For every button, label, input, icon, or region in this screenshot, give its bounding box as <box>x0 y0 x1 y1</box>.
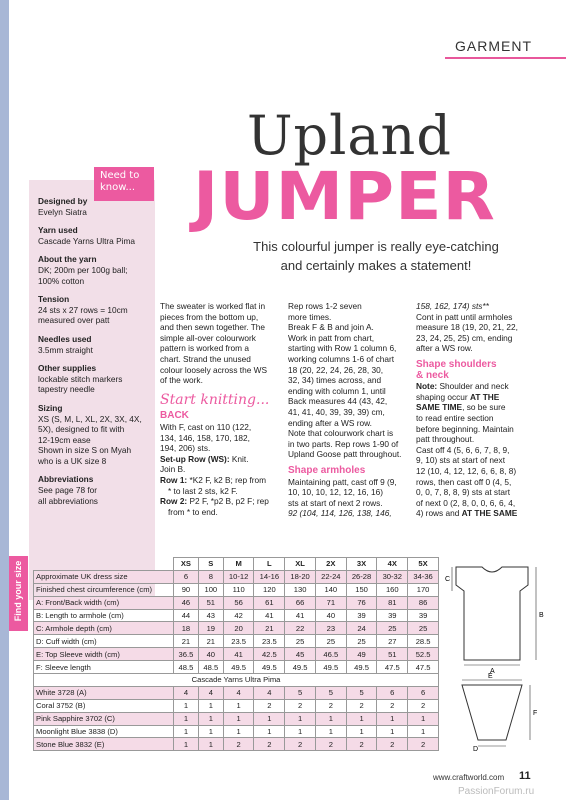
need-to-know-group <box>38 363 145 395</box>
table-row <box>34 699 439 712</box>
title-line2: JUMPER <box>193 158 496 235</box>
table-cell: 6 <box>377 686 408 699</box>
table-row <box>34 622 439 635</box>
text-line: 18 (20, 22, 24, 26, 28, 30, <box>288 364 384 375</box>
column-2-text <box>288 301 408 460</box>
need-to-know-heading: Yarn used <box>38 225 78 236</box>
table-cell: 51 <box>377 648 408 661</box>
table-row <box>34 570 439 583</box>
text-line: 0, 0, 7, 8, 8, 9) sts at start <box>416 487 511 498</box>
table-cell: 2 <box>377 699 408 712</box>
table-cell: 5 <box>346 686 377 699</box>
text-line: 41, 41, 40, 39, 39, 39) cm, <box>288 406 385 417</box>
table-cell: 76 <box>346 596 377 609</box>
row-label: Stone Blue 3832 (E) <box>34 738 174 751</box>
note-text-lines <box>416 413 546 508</box>
text-line: Back measures 44 (43, 42, <box>288 396 388 407</box>
table-row <box>34 686 439 699</box>
table-row <box>34 635 439 648</box>
table-cell: 2 <box>315 699 346 712</box>
table-cell: 21 <box>174 635 199 648</box>
last-line-b: AT THE SAME <box>461 508 518 519</box>
table-row <box>34 609 439 622</box>
table-cell: 61 <box>254 596 285 609</box>
table-cell: 41 <box>285 609 316 622</box>
table-cell: 24 <box>346 622 377 635</box>
table-cell: 25 <box>377 622 408 635</box>
label-d: D <box>473 746 479 753</box>
table-cell: 86 <box>408 596 439 609</box>
column-3-text <box>416 312 546 354</box>
text-line: pieces from the bottom up, <box>160 311 259 322</box>
size-header: S <box>198 558 223 571</box>
text-line: Break F & B and join A. <box>288 322 374 333</box>
text-line: working columns 1-6 of chart <box>288 353 395 364</box>
table-cell: 45 <box>285 648 316 661</box>
table-cell: 4 <box>174 686 199 699</box>
row-1-text: *K2 F, k2 B; rep from <box>187 474 267 485</box>
join-b: Join B. <box>160 464 186 475</box>
garment-schematic <box>444 565 554 755</box>
table-cell: 6 <box>408 686 439 699</box>
text-line: rows, then cast off 0 (4, 5, <box>416 476 512 487</box>
text-line: patt throughout. <box>416 434 475 445</box>
text-line: Rep rows 1-2 seven <box>288 301 362 311</box>
table-cell: 10-12 <box>223 570 254 583</box>
table-cell: 2 <box>315 738 346 751</box>
shoulders-heading-1: Shape shoulders <box>416 358 497 370</box>
table-cell: 130 <box>285 583 316 596</box>
text-line: chart. Strand the unused <box>160 353 251 364</box>
need-to-know-heading: Abbreviations <box>38 474 94 485</box>
body-schematic <box>445 567 544 675</box>
need-to-know-tab <box>94 167 154 201</box>
table-cell: 1 <box>174 699 199 712</box>
row-label: B: Length to armhole (cm) <box>34 609 174 622</box>
table-cell: 100 <box>198 583 223 596</box>
table-cell: 42 <box>223 609 254 622</box>
table-cell: 46 <box>174 596 199 609</box>
text-line: before beginning. Maintain <box>416 423 514 434</box>
row-label: Approximate UK dress size <box>34 570 174 583</box>
table-cell: 26-28 <box>346 570 377 583</box>
need-to-know-line: 24 sts x 27 rows = 10cm <box>38 304 128 315</box>
table-cell: 2 <box>285 699 316 712</box>
table-cell: 41 <box>254 609 285 622</box>
table-cell: 120 <box>254 583 285 596</box>
page-number: 11 <box>519 770 531 782</box>
table-header-row <box>34 558 439 571</box>
table-cell: 2 <box>408 699 439 712</box>
need-to-know-line: 100% cotton <box>38 275 85 286</box>
row-2-text: P2 F, *p2 B, p2 F; rep <box>187 496 269 507</box>
table-cell: 48.5 <box>174 661 199 674</box>
need-to-know-tab-line2: know... <box>100 182 136 193</box>
need-to-know-line: Shown in size S on Myah <box>38 445 132 456</box>
need-to-know-group <box>38 294 145 326</box>
table-cell: 2 <box>254 699 285 712</box>
need-to-know-box <box>29 180 155 600</box>
table-cell: 1 <box>315 725 346 738</box>
row-2-label: Row 2: <box>160 496 188 507</box>
table-cell: 1 <box>198 725 223 738</box>
label-c: C <box>445 576 451 583</box>
label-f: F <box>533 710 538 717</box>
table-cell: 66 <box>285 596 316 609</box>
table-cell: 1 <box>285 712 316 725</box>
armholes-heading: Shape armholes <box>288 464 366 476</box>
text-line: after a WS row. <box>416 343 473 354</box>
table-cell: 1 <box>198 738 223 751</box>
table-cell: 49.5 <box>223 661 254 674</box>
table-cell: 2 <box>346 738 377 751</box>
need-to-know-heading: Designed by <box>38 196 88 206</box>
text-line: to read entire section <box>416 412 494 423</box>
table-cell: 56 <box>223 596 254 609</box>
note-line2a: shaping occur <box>416 391 470 402</box>
size-header: 5X <box>408 558 439 571</box>
table-cell: 42.5 <box>254 648 285 661</box>
text-line: Upland Goose patt throughout. <box>288 449 402 460</box>
table-cell: 2 <box>254 738 285 751</box>
subtitle <box>226 237 526 275</box>
need-to-know-line: DK; 200m per 100g ball; <box>38 264 128 275</box>
table-cell: 1 <box>377 712 408 725</box>
need-to-know-line: XS (S, M, L, XL, 2X, 3X, 4X, <box>38 413 142 424</box>
table-cell: 1 <box>408 725 439 738</box>
table-row <box>34 725 439 738</box>
need-to-know-tab-line1: Need to <box>100 170 140 181</box>
table-cell: 22 <box>285 622 316 635</box>
text-line: ending with column 1, until <box>288 385 386 396</box>
table-cell: 49.5 <box>285 661 316 674</box>
need-to-know-line: lockable stitch markers <box>38 373 123 384</box>
table-cell: 2 <box>377 738 408 751</box>
label-b: B <box>539 612 544 619</box>
table-cell: 81 <box>377 596 408 609</box>
table-cell: 39 <box>346 609 377 622</box>
table-cell: 1 <box>223 699 254 712</box>
find-your-size-label: Find your size <box>13 560 23 622</box>
table-cell: 71 <box>315 596 346 609</box>
setup-row-text: Knit. <box>229 453 249 464</box>
setup-row <box>160 454 280 465</box>
need-to-know-line: Cascade Yarns Ultra Pima <box>38 235 135 246</box>
table-cell: 27 <box>377 635 408 648</box>
table-cell: 1 <box>174 738 199 751</box>
need-to-know-group <box>38 225 145 246</box>
note-label: Note: <box>416 381 438 392</box>
table-cell: 39 <box>408 609 439 622</box>
table-cell: 1 <box>174 712 199 725</box>
table-cell: 4 <box>254 686 285 699</box>
text-line: The sweater is worked flat in <box>160 301 266 311</box>
text-line: Cast off 4 (5, 6, 6, 7, 8, 9, <box>416 444 510 455</box>
table-cell: 47.5 <box>377 661 408 674</box>
need-to-know-line: Evelyn Siatra <box>38 206 87 217</box>
table-cell: 1 <box>285 725 316 738</box>
armholes-text <box>288 477 408 509</box>
column-3 <box>416 301 546 519</box>
need-to-know-group <box>38 334 145 355</box>
subtitle-line2: and certainly makes a statement! <box>280 258 472 273</box>
armholes-italic: 92 (104, 114, 126, 138, 146, <box>288 508 392 519</box>
table-cell: 25 <box>408 622 439 635</box>
subtitle-line1: This colourful jumper is really eye-catching <box>253 239 499 254</box>
text-line: ending after a WS row. <box>288 417 372 428</box>
footer-url: www.craftworld.com <box>433 773 505 782</box>
table-cell: 23 <box>315 622 346 635</box>
table-cell: 40 <box>198 648 223 661</box>
row-label: Finished chest circumference (cm) <box>34 583 174 596</box>
row-label: Pink Sapphire 3702 (C) <box>34 712 174 725</box>
note-line3b: , so be sure <box>462 402 506 413</box>
row-label: White 3728 (A) <box>34 686 174 699</box>
text-line: Work in patt from chart, <box>288 332 375 343</box>
yarn-header: Cascade Yarns Ultra Pima <box>34 674 439 687</box>
text-line: starting with Row 1 column 6, <box>288 343 397 354</box>
text-line: colour loosely across the WS <box>160 364 267 375</box>
text-line: 134, 146, 158, 170, 182, <box>160 432 250 443</box>
setup-row-label: Set-up Row (WS): <box>160 453 230 464</box>
text-line: With F, cast on 110 (122, <box>160 421 252 432</box>
table-cell: 18-20 <box>285 570 316 583</box>
text-line: more times. <box>288 311 332 322</box>
table-cell: 1 <box>315 712 346 725</box>
table-cell: 1 <box>346 712 377 725</box>
size-header: XL <box>285 558 316 571</box>
need-to-know-group <box>38 403 145 467</box>
need-to-know-line: measured over patt <box>38 315 110 326</box>
table-cell: 41 <box>223 648 254 661</box>
start-knitting-heading: Start knitting... <box>160 391 270 408</box>
shoulders-heading-2: & neck <box>416 369 449 381</box>
row-label: Moonlight Blue 3838 (D) <box>34 725 174 738</box>
need-to-know-heading: Tension <box>38 294 70 305</box>
table-cell: 25 <box>346 635 377 648</box>
row-label: Coral 3752 (B) <box>34 699 174 712</box>
table-cell: 20 <box>223 622 254 635</box>
text-line: sts at start of next 2 rows. <box>288 497 383 508</box>
table-cell: 47.5 <box>408 661 439 674</box>
row-label: F: Sleeve length <box>34 661 174 674</box>
need-to-know-heading: Other supplies <box>38 363 97 374</box>
size-header: 2X <box>315 558 346 571</box>
row-label: E: Top Sleeve width (cm) <box>34 648 174 661</box>
table-cell: 1 <box>223 712 254 725</box>
table-cell: 30-32 <box>377 570 408 583</box>
note-line2b: AT THE <box>469 391 500 402</box>
table-cell: 25 <box>315 635 346 648</box>
size-header: 4X <box>377 558 408 571</box>
table-cell: 18 <box>174 622 199 635</box>
table-cell: 1 <box>377 725 408 738</box>
note-text: Shoulder and neck <box>437 381 509 392</box>
table-cell: 25 <box>285 635 316 648</box>
table-cell: 28.5 <box>408 635 439 648</box>
table-cell: 8 <box>198 570 223 583</box>
size-header: L <box>254 558 285 571</box>
row-label: C: Armhole depth (cm) <box>34 622 174 635</box>
table-cell: 36.5 <box>174 648 199 661</box>
section-rule <box>445 57 566 59</box>
title-line1: Upland <box>247 104 452 167</box>
sizing-table <box>33 557 439 751</box>
table-cell: 1 <box>198 712 223 725</box>
header-blank <box>34 558 174 571</box>
table-cell: 1 <box>174 725 199 738</box>
need-to-know-line: See page 78 for <box>38 485 98 496</box>
find-your-size-tab <box>9 556 28 631</box>
table-row <box>34 661 439 674</box>
table-cell: 170 <box>408 583 439 596</box>
need-to-know-line: tapestry needle <box>38 384 95 395</box>
table-cell: 51 <box>198 596 223 609</box>
row-1-cont: * to last 2 sts, k2 F. <box>168 485 238 496</box>
table-cell: 34-36 <box>408 570 439 583</box>
table-cell: 1 <box>346 725 377 738</box>
label-a: A <box>490 668 495 675</box>
table-cell: 1 <box>198 699 223 712</box>
table-cell: 1 <box>254 712 285 725</box>
need-to-know-heading: Sizing <box>38 402 63 413</box>
last-line-a: 4) rows and <box>416 508 462 519</box>
need-to-know-line: all abbreviations <box>38 495 98 506</box>
column-1 <box>160 301 280 517</box>
need-to-know-line: 3.5mm straight <box>38 344 93 355</box>
size-header: 3X <box>346 558 377 571</box>
need-to-know-line: who is a UK size 8 <box>38 455 107 466</box>
sts-italic: 158, 162, 174) sts** <box>416 301 489 311</box>
table-cell: 140 <box>315 583 346 596</box>
note-line3a: SAME TIME <box>416 402 463 413</box>
sleeve-schematic <box>462 673 537 753</box>
table-cell: 4 <box>223 686 254 699</box>
table-cell: 2 <box>285 738 316 751</box>
table-cell: 52.5 <box>408 648 439 661</box>
last-line <box>416 508 546 519</box>
table-cell: 21 <box>198 635 223 648</box>
table-row <box>34 738 439 751</box>
yarn-header-row <box>34 674 439 687</box>
table-cell: 43 <box>198 609 223 622</box>
table-row <box>34 648 439 661</box>
text-line: in two parts. Rep rows 1-90 of <box>288 438 399 449</box>
table-cell: 2 <box>223 738 254 751</box>
need-to-know-line: 12-19cm ease <box>38 434 91 445</box>
need-to-know-heading: Needles used <box>38 333 92 344</box>
label-e: E <box>488 673 493 680</box>
text-line: Maintaining patt, cast off 9 (9, <box>288 476 397 487</box>
need-to-know-groups <box>38 196 145 506</box>
table-cell: 6 <box>174 570 199 583</box>
size-header: M <box>223 558 254 571</box>
side-stripe <box>0 0 9 800</box>
watermark: PassionForum.ru <box>458 786 535 797</box>
row-label: D: Cuff width (cm) <box>34 635 174 648</box>
row-1 <box>160 475 280 486</box>
text-line: Cont in patt until armholes <box>416 311 513 322</box>
text-line: and then sewn together. The <box>160 322 266 333</box>
table-cell: 39 <box>377 609 408 622</box>
row-label: A: Front/Back width (cm) <box>34 596 174 609</box>
table-cell: 110 <box>223 583 254 596</box>
back-heading: BACK <box>160 410 189 422</box>
table-cell: 90 <box>174 583 199 596</box>
table-cell: 4 <box>198 686 223 699</box>
table-cell: 49.5 <box>254 661 285 674</box>
text-line: pattern is worked from a <box>160 343 249 354</box>
text-line: of the work. <box>160 375 203 386</box>
text-line: simple all-over colourwork <box>160 332 256 343</box>
text-line: Note that colourwork chart is <box>288 428 394 439</box>
text-line: measure 18 (19, 20, 21, 22, <box>416 322 518 333</box>
table-cell: 23.5 <box>254 635 285 648</box>
table-row <box>34 583 439 596</box>
table-cell: 19 <box>198 622 223 635</box>
table-cell: 21 <box>254 622 285 635</box>
text-line: 9, 10) sts at start of next <box>416 455 506 466</box>
table-cell: 40 <box>315 609 346 622</box>
table-cell: 150 <box>346 583 377 596</box>
table-cell: 46.5 <box>315 648 346 661</box>
need-to-know-group <box>38 474 145 506</box>
text-line: 194, 206) sts. <box>160 443 211 454</box>
need-to-know-group <box>38 254 145 286</box>
intro-text <box>160 301 280 386</box>
table-row <box>34 596 439 609</box>
table-cell: 1 <box>254 725 285 738</box>
row-2 <box>160 496 280 507</box>
text-line: of next 0 (2, 8, 0, 0, 6, 6, 4, <box>416 497 516 508</box>
table-cell: 2 <box>408 738 439 751</box>
row-1-label: Row 1: <box>160 474 188 485</box>
text-line: 10, 10, 10, 12, 12, 16, 16) <box>288 487 384 498</box>
table-cell: 44 <box>174 609 199 622</box>
table-row <box>34 712 439 725</box>
table-cell: 1 <box>223 725 254 738</box>
table-cell: 2 <box>346 699 377 712</box>
table-cell: 5 <box>315 686 346 699</box>
table-cell: 160 <box>377 583 408 596</box>
table-cell: 22-24 <box>315 570 346 583</box>
text-line: 32, 34) times across, and <box>288 375 382 386</box>
table-cell: 48.5 <box>198 661 223 674</box>
section-label: GARMENT <box>455 38 532 54</box>
note-line3 <box>416 402 546 413</box>
note-line1 <box>416 381 546 392</box>
row-2-cont: from * to end. <box>168 506 218 517</box>
column-2 <box>288 301 408 519</box>
table-cell: 49 <box>346 648 377 661</box>
text-line: 12 (10, 4, 12, 12, 6, 6, 8, 8) <box>416 465 517 476</box>
table-cell: 5 <box>285 686 316 699</box>
back-text <box>160 422 280 454</box>
table-cell: 49.5 <box>346 661 377 674</box>
table-cell: 1 <box>408 712 439 725</box>
need-to-know-line: 5X), designed to fit with <box>38 424 125 435</box>
size-header: XS <box>174 558 199 571</box>
text-line: 23, 24, 25, 25) cm, ending <box>416 332 513 343</box>
table-cell: 14-16 <box>254 570 285 583</box>
table-cell: 23.5 <box>223 635 254 648</box>
table-cell: 49.5 <box>315 661 346 674</box>
note-line2 <box>416 392 546 403</box>
need-to-know-heading: About the yarn <box>38 254 97 265</box>
